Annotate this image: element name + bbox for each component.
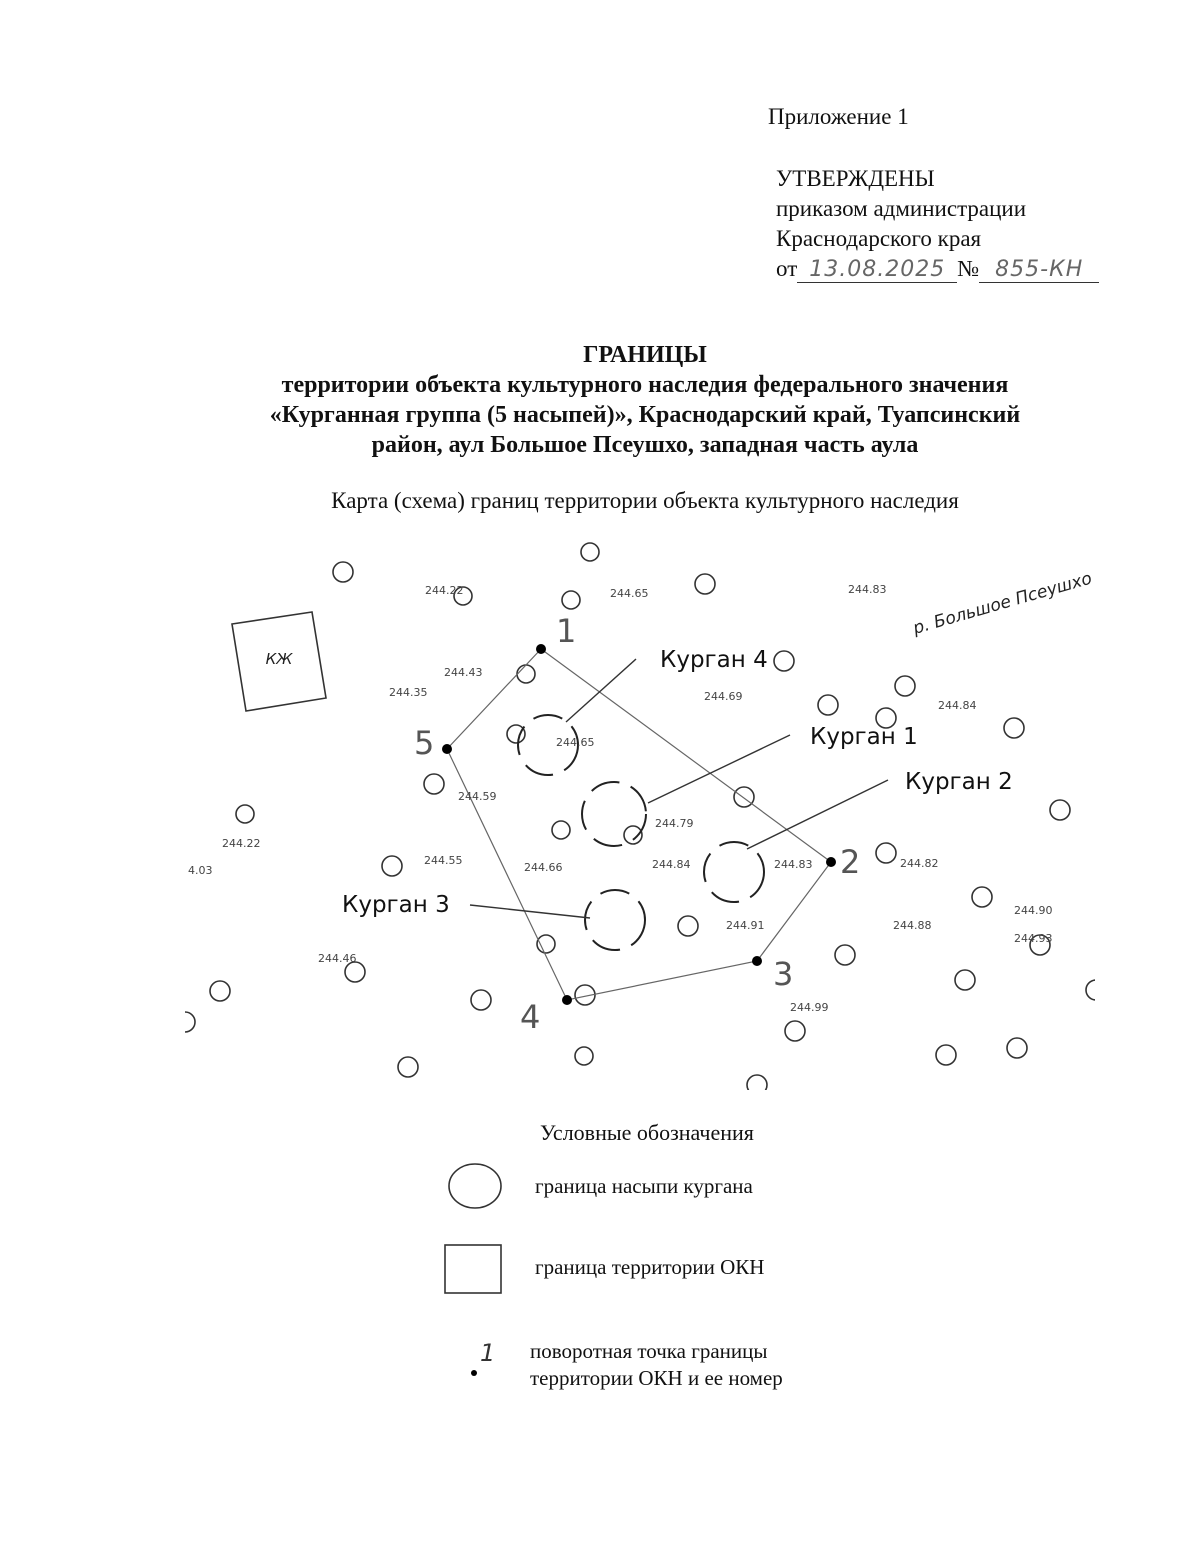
kurgan-1-boundary	[582, 782, 646, 846]
mound-circle	[517, 665, 535, 683]
turning-point-4	[562, 995, 572, 1005]
leader-kurgan-4	[566, 659, 636, 722]
elevation: 244.35	[389, 686, 428, 699]
mound-circle	[210, 981, 230, 1001]
elevation: 244.43	[444, 666, 483, 679]
order-label: приказом администрации	[776, 196, 1027, 221]
point-number-1: 1	[556, 612, 577, 650]
elevation: 244.91	[726, 919, 765, 932]
elevation: 4.03	[188, 864, 213, 877]
legend-territory-symbol	[443, 1243, 505, 1295]
elevation: 244.55	[424, 854, 463, 867]
elevation: 244.83	[774, 858, 813, 871]
kurgan-2-label: Курган 2	[905, 769, 1013, 795]
legend-mound-symbol	[445, 1160, 505, 1212]
mound-circle	[382, 856, 402, 876]
map-subtitle: Карта (схема) границ территории объекта культурного наследия	[331, 488, 959, 513]
elevation: 244.65	[610, 587, 649, 600]
mound-circle	[955, 970, 975, 990]
leader-kurgan-2	[747, 780, 888, 849]
order-number: 855-КН	[979, 258, 1099, 283]
elevation: 244.79	[655, 817, 694, 830]
legend-territory-rect	[445, 1245, 501, 1293]
mound-circle	[895, 676, 915, 696]
mound-circle	[185, 1012, 195, 1032]
legend-point-number: 1	[480, 1339, 496, 1367]
mound-circle	[818, 695, 838, 715]
title-line-1: территории объекта культурного наследия федерального значения	[281, 372, 1009, 398]
appendix-label: Приложение 1	[768, 104, 909, 129]
mound-circle	[345, 962, 365, 982]
mound-circle	[236, 805, 254, 823]
point-number-3: 3	[773, 955, 794, 993]
mound-circle	[1086, 980, 1095, 1000]
elevation: 244.84	[938, 699, 977, 712]
legend-mound-text: граница насыпи кургана	[535, 1174, 753, 1198]
mound-circle	[398, 1057, 418, 1077]
leader-lines	[470, 659, 888, 918]
elevation: 244.84	[652, 858, 691, 871]
building	[232, 612, 326, 711]
number-prefix: №	[957, 256, 980, 281]
turning-point-1	[536, 644, 546, 654]
kurgan-3-boundary	[585, 890, 645, 950]
mound-circle	[972, 887, 992, 907]
mound-circle	[1004, 718, 1024, 738]
river-label: р. Большое Псеушхо	[910, 568, 1095, 639]
order-date-line	[776, 254, 1099, 284]
point-number-2: 2	[840, 843, 861, 881]
mound-circle	[785, 1021, 805, 1041]
legend-mound-ellipse	[449, 1164, 501, 1208]
elevation: 244.22	[222, 837, 261, 850]
turning-point-2	[826, 857, 836, 867]
elevation: 244.82	[900, 857, 939, 870]
kurgan-4-label: Курган 4	[660, 647, 768, 673]
date-prefix: от	[776, 256, 798, 281]
mound-circle	[876, 843, 896, 863]
turning-point-5	[442, 744, 452, 754]
mound-circle	[695, 574, 715, 594]
mound-circle	[424, 774, 444, 794]
document-title	[150, 340, 1140, 460]
approval-block	[776, 164, 1099, 284]
mound-circle	[774, 651, 794, 671]
turning-point-3	[752, 956, 762, 966]
kurgan-3-label: Курган 3	[342, 892, 450, 918]
elevation: 244.59	[458, 790, 497, 803]
mound-circle	[936, 1045, 956, 1065]
legend-territory-text: граница территории ОКН	[535, 1255, 765, 1279]
legend-title: Условные обозначения	[540, 1120, 754, 1145]
elevation: 244.66	[524, 861, 563, 874]
mound-circle	[333, 562, 353, 582]
mound-circle	[835, 945, 855, 965]
region-label: Краснодарского края	[776, 226, 982, 251]
legend-point-symbol	[466, 1335, 500, 1380]
order-date: 13.08.2025	[797, 258, 957, 283]
point-number-5: 5	[414, 724, 435, 762]
mound-circle	[1050, 800, 1070, 820]
kurgan-1-label: Курган 1	[810, 724, 918, 750]
legend-point-dot	[471, 1370, 477, 1376]
legend-point-line-1: поворотная точка границы	[530, 1339, 768, 1363]
title-line-2: «Курганная группа (5 насыпей)», Краснодарский край, Туапсинский	[269, 402, 1021, 428]
mound-circle	[575, 1047, 593, 1065]
mound-circle	[581, 543, 599, 561]
elevation: 244.22	[425, 584, 464, 597]
elevation: 244.69	[704, 690, 743, 703]
kurgan-2-boundary	[704, 842, 764, 902]
mound-circle	[471, 990, 491, 1010]
mound-circle	[678, 916, 698, 936]
elevation: 244.65	[556, 736, 595, 749]
elevation: 244.90	[1014, 904, 1053, 917]
kurgan-labels	[342, 647, 1013, 918]
legend-point-text	[530, 1338, 783, 1392]
elevation: 244.88	[893, 919, 932, 932]
mound-circle	[562, 591, 580, 609]
legend-point-line-2: территории ОКН и ее номер	[530, 1366, 783, 1390]
mound-circle	[1007, 1038, 1027, 1058]
okn-boundary	[447, 649, 831, 1000]
mound-circle	[747, 1075, 767, 1090]
mound-circle	[734, 787, 754, 807]
turning-points	[442, 644, 836, 1005]
boundary-map	[185, 540, 1095, 1090]
elevation: 244.83	[848, 583, 887, 596]
leader-kurgan-1	[648, 735, 790, 803]
point-number-4: 4	[520, 998, 541, 1036]
approved-label: УТВЕРЖДЕНЫ	[776, 166, 935, 191]
title-heading: ГРАНИЦЫ	[583, 342, 707, 368]
title-line-3: район, аул Большое Псеушхо, западная часть аула	[371, 432, 919, 458]
elevation: 244.93	[1014, 932, 1053, 945]
building-label: КЖ	[265, 650, 293, 668]
elevation: 244.99	[790, 1001, 829, 1014]
elevation: 244.46	[318, 952, 357, 965]
leader-kurgan-3	[470, 905, 590, 918]
mound-circle	[552, 821, 570, 839]
